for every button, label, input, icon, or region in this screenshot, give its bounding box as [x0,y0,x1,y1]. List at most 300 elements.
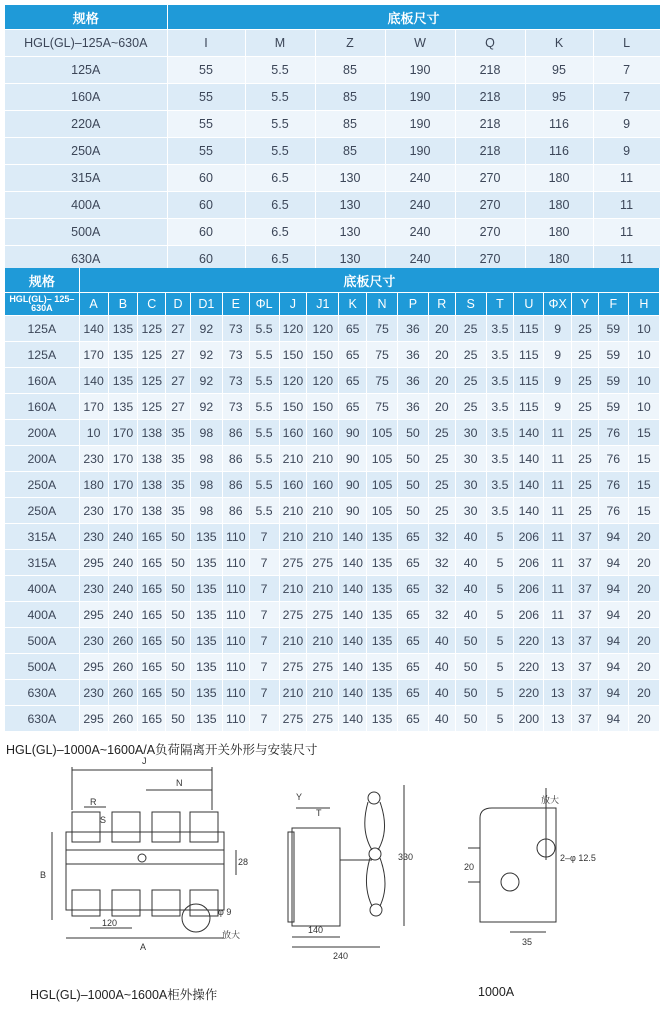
table2-cell: 240 [108,576,138,602]
table1-cell: 218 [455,138,525,165]
table2-cell: 86 [222,472,249,498]
table2-cell: 135 [190,706,222,732]
table2-cell: 125 [138,316,166,342]
table1-row [5,138,660,165]
side-view [288,785,404,947]
drawing-title: HGL(GL)–1000A~1600A/A负荷隔离开关外形与安装尺寸 [6,743,318,757]
table1-cell: 11 [593,246,660,273]
table2-cell: 170 [108,498,138,524]
table2-cell: 94 [598,602,628,628]
table2-cell: 295 [79,654,108,680]
table2-cell: 230 [79,576,108,602]
table2-cell: 3.5 [486,446,514,472]
table2-cell: 25 [572,420,599,446]
table2-row [5,394,660,420]
table2-cell: 220 [514,680,544,706]
table2-row [5,316,660,342]
table2-cell: 65 [397,654,428,680]
table2-cell: 92 [190,394,222,420]
table2-cell: 140 [514,472,544,498]
table2-cell: 110 [222,706,249,732]
table1-header-spec: 规格 [5,5,167,30]
table2-cell: 5 [486,602,514,628]
table2-cell: 94 [598,706,628,732]
table2-cell: 135 [367,550,398,576]
table2-cell: 98 [190,472,222,498]
table1-col-header: Z [315,30,385,57]
table2-cell: 140 [339,602,367,628]
table2-cell: 5.5 [249,472,279,498]
table2-cell: 75 [367,368,398,394]
table2-cell: 135 [367,576,398,602]
table2-cell: 32 [428,576,455,602]
table2-cell: 65 [397,680,428,706]
table2-cell: 165 [138,680,166,706]
table-hgl-125-630-basic [5,5,661,273]
table2-col-header: E [222,293,249,316]
table2-cell: 135 [367,628,398,654]
table2-cell: 200A [5,420,79,446]
table2-cell: 230 [79,446,108,472]
table1-cell: 250A [5,138,167,165]
zoom-label-1: 放大 [222,930,241,940]
table2-col-header: U [514,293,544,316]
table2-cell: 5 [486,680,514,706]
caption-1000a: 1000A [478,985,515,999]
table2-cell: 36 [397,342,428,368]
table2-col-header: D [166,293,191,316]
table2-cell: 138 [138,472,166,498]
table1-cell: 400A [5,192,167,219]
table2-cell: 150 [279,394,307,420]
table2-cell: 7 [249,654,279,680]
table2-cell: 110 [222,628,249,654]
table2-cell: 11 [544,576,572,602]
table2-cell: 5 [486,628,514,654]
table2-cell: 140 [339,680,367,706]
table2-cell: 140 [339,576,367,602]
table2-cell: 7 [249,550,279,576]
table2-cell: 275 [279,706,307,732]
table2-cell: 230 [79,498,108,524]
table1-row [5,165,660,192]
table1-col-header: Q [455,30,525,57]
dim-35: 35 [522,937,533,947]
table2-cell: 210 [307,524,339,550]
dim-y: Y [296,792,303,802]
table2-cell: 5.5 [249,420,279,446]
table2-col-header: H [628,293,659,316]
table2-cell: 275 [307,550,339,576]
table1-cell: 180 [525,165,593,192]
table2-cell: 5.5 [249,394,279,420]
table1-cell: 218 [455,57,525,84]
table1-cell: 160A [5,84,167,111]
table1-cell: 218 [455,84,525,111]
table2-cell: 400A [5,576,79,602]
side-view-labels [296,792,413,961]
table2-cell: 9 [544,368,572,394]
table1-cell: 240 [385,192,455,219]
table2-cell: 20 [428,342,455,368]
table2-cell: 37 [572,550,599,576]
table2-cell: 50 [166,576,191,602]
table2-cell: 20 [428,368,455,394]
table1-cell: 60 [167,246,245,273]
table1-row [5,111,660,138]
table2-cell: 3.5 [486,420,514,446]
table1-cell: 60 [167,165,245,192]
table2-cell: 40 [455,576,486,602]
table2-cell: 230 [79,628,108,654]
table2-cell: 210 [279,446,307,472]
table2-cell: 210 [307,498,339,524]
table2-cell: 135 [367,602,398,628]
table2-cell: 35 [166,446,191,472]
table2-cell: 315A [5,550,79,576]
dim-240: 240 [333,951,349,961]
table2-row [5,576,660,602]
table2-cell: 160A [5,394,79,420]
table2-cell: 250A [5,472,79,498]
table2-cell: 150 [279,342,307,368]
table2-cell: 10 [79,420,108,446]
table2-cell: 295 [79,550,108,576]
front-view [52,767,236,938]
table2-cell: 500A [5,628,79,654]
table2-col-header: A [79,293,108,316]
table2-cell: 86 [222,498,249,524]
table2-cell: 37 [572,576,599,602]
table2-cell: 94 [598,680,628,706]
table2-cell: 3.5 [486,316,514,342]
table2-cell: 40 [428,654,455,680]
table2-cell: 20 [628,628,659,654]
table1-cell: 116 [525,111,593,138]
caption-cabinet-operation: HGL(GL)–1000A~1600A柜外操作 [30,988,218,1002]
table2-cell: 94 [598,576,628,602]
table2-cell: 35 [166,472,191,498]
table1-cell: 240 [385,219,455,246]
table2-cell: 125A [5,316,79,342]
table2-cell: 210 [307,446,339,472]
detail-view [468,788,556,932]
table2-row [5,602,660,628]
table2-cell: 86 [222,446,249,472]
table1-cell: 85 [315,111,385,138]
table2-cell: 9 [544,316,572,342]
table2-cell: 125 [138,342,166,368]
table2-cell: 94 [598,654,628,680]
table2-cell: 125 [138,394,166,420]
table2-cell: 260 [108,680,138,706]
table2-cell: 105 [367,472,398,498]
table2-cell: 135 [190,654,222,680]
table2-cell: 105 [367,420,398,446]
table2-cell: 250A [5,498,79,524]
table2-cell: 140 [514,446,544,472]
table1-col-header: K [525,30,593,57]
table2-header-spec: 规格 [5,268,79,293]
table2-cell: 20 [628,680,659,706]
dim-r: R [90,797,97,807]
table2-cell: 210 [279,576,307,602]
table2-cell: 160 [307,420,339,446]
table2-cell: 40 [428,706,455,732]
table2-cell: 110 [222,680,249,706]
dim-120: 120 [102,918,118,928]
table2-cell: 90 [339,446,367,472]
table2-cell: 110 [222,550,249,576]
table2-cell: 40 [455,550,486,576]
table2-cell: 135 [108,368,138,394]
table2-cell: 59 [598,394,628,420]
table2-cell: 73 [222,368,249,394]
dimension-drawing [0,750,666,985]
table2-cell: 275 [307,654,339,680]
table2-cell: 50 [397,446,428,472]
table1-cell: 6.5 [245,165,315,192]
table2-cell: 275 [307,706,339,732]
table1-cell: 11 [593,192,660,219]
table2-cell: 73 [222,394,249,420]
table2-cell: 76 [598,420,628,446]
table1-row [5,84,660,111]
table1-cell: 6.5 [245,192,315,219]
zoom-label-2: 放大 [541,795,560,805]
table2-cell: 65 [397,576,428,602]
table2-cell: 7 [249,602,279,628]
table2-col-header: R [428,293,455,316]
table2-cell: 25 [428,420,455,446]
table2-cell: 165 [138,654,166,680]
table2-cell: 275 [279,654,307,680]
table1-cell: 5.5 [245,57,315,84]
table2-row [5,680,660,706]
table2-cell: 40 [428,680,455,706]
table2-cell: 170 [79,394,108,420]
table2-cell: 160 [279,472,307,498]
table2-cell: 75 [367,342,398,368]
table2-cell: 25 [455,342,486,368]
table2-cell: 5 [486,654,514,680]
table1-cell: 5.5 [245,84,315,111]
dim-t: T [316,808,322,818]
table1-cell: 130 [315,165,385,192]
table2-cell: 135 [367,680,398,706]
table1-cell: 60 [167,192,245,219]
table2-cell: 37 [572,602,599,628]
table2-cell: 10 [628,342,659,368]
table1-cell: 270 [455,219,525,246]
table2-cell: 240 [108,602,138,628]
table2-cell: 206 [514,524,544,550]
table2-cell: 92 [190,316,222,342]
table2-cell: 170 [79,342,108,368]
table-hgl-125-630-full [5,268,660,732]
table2-cell: 110 [222,654,249,680]
table2-cell: 206 [514,550,544,576]
table1-cell: 218 [455,111,525,138]
table2-cell: 98 [190,498,222,524]
table2-cell: 90 [339,472,367,498]
table2-row [5,550,660,576]
table2-col-header: Y [572,293,599,316]
table2-cell: 59 [598,368,628,394]
table2-col-header: J1 [307,293,339,316]
table2-cell: 230 [79,524,108,550]
table2-cell: 3.5 [486,394,514,420]
table2-cell: 27 [166,394,191,420]
table2-cell: 37 [572,706,599,732]
table2-col-header: ΦL [249,293,279,316]
table2-cell: 140 [339,550,367,576]
table2-cell: 135 [190,524,222,550]
table1-cell: 130 [315,219,385,246]
table2-cell: 20 [628,576,659,602]
dim-n: N [176,778,183,788]
table2-cell: 630A [5,680,79,706]
table1-cell: 130 [315,192,385,219]
table2-cell: 135 [108,316,138,342]
table2-cell: 115 [514,368,544,394]
table2-cell: 11 [544,524,572,550]
table2-cell: 160A [5,368,79,394]
table2-cell: 40 [455,524,486,550]
table2-cell: 165 [138,524,166,550]
table2-cell: 50 [455,706,486,732]
table2-cell: 65 [339,368,367,394]
table1-cell: 220A [5,111,167,138]
table2-cell: 165 [138,628,166,654]
table2-col-header: F [598,293,628,316]
table2-cell: 25 [572,472,599,498]
table2-cell: 275 [279,602,307,628]
table2-cell: 10 [628,368,659,394]
table2-cell: 20 [428,316,455,342]
table2-cell: 220 [514,628,544,654]
table2-cell: 115 [514,342,544,368]
table2-cell: 210 [279,524,307,550]
table2-cell: 5.5 [249,342,279,368]
table2-cell: 135 [190,550,222,576]
table2-cell: 138 [138,498,166,524]
table1-cell: 7 [593,57,660,84]
table2-cell: 295 [79,706,108,732]
table2-cell: 25 [455,394,486,420]
table2-cell: 36 [397,316,428,342]
table2-cell: 32 [428,550,455,576]
table2-row [5,706,660,732]
table2-cell: 5 [486,576,514,602]
table2-cell: 40 [455,602,486,628]
table2-cell: 110 [222,524,249,550]
table2-cell: 27 [166,368,191,394]
table2-header-size: 底板尺寸 [79,268,659,293]
table2-cell: 15 [628,472,659,498]
table2-cell: 98 [190,446,222,472]
table2-cell: 7 [249,628,279,654]
table2-cell: 98 [190,420,222,446]
table2-col-header: J [279,293,307,316]
table2-cell: 135 [190,628,222,654]
table2-cell: 25 [572,368,599,394]
table2-cell: 90 [339,498,367,524]
table2-cell: 11 [544,472,572,498]
dim-140: 140 [308,925,324,935]
table2-cell: 165 [138,706,166,732]
table1-cell: 500A [5,219,167,246]
table2-cell: 140 [339,628,367,654]
table1-cell: 240 [385,165,455,192]
table1-cell: 116 [525,138,593,165]
table1-cell: 55 [167,138,245,165]
table2-cell: 86 [222,420,249,446]
table2-cell: 40 [428,628,455,654]
table2-cell: 295 [79,602,108,628]
table1-row [5,192,660,219]
table2-cell: 5 [486,706,514,732]
table2-cell: 180 [79,472,108,498]
table2-cell: 210 [307,628,339,654]
dim-phi9: φ 9 [218,907,232,917]
table2-cell: 27 [166,342,191,368]
table2-cell: 50 [166,654,191,680]
table2-cell: 3.5 [486,342,514,368]
table2-cell: 11 [544,550,572,576]
table1-cell: 180 [525,246,593,273]
table2-cell: 165 [138,576,166,602]
table2-cell: 260 [108,654,138,680]
table2-cell: 25 [455,368,486,394]
table1-cell: 9 [593,111,660,138]
table2-col-header: D1 [190,293,222,316]
table2-cell: 5.5 [249,446,279,472]
table2-cell: 20 [628,654,659,680]
table2-cell: 37 [572,628,599,654]
table2-cell: 50 [166,524,191,550]
table1-cell: 190 [385,57,455,84]
table2-cell: 50 [397,498,428,524]
dim-28: 28 [238,857,249,867]
table2-cell: 135 [367,706,398,732]
table2-cell: 65 [397,706,428,732]
table2-cell: 135 [190,576,222,602]
table1-subheader-row [5,30,660,57]
table2-cell: 50 [397,472,428,498]
dim-a: A [140,942,147,952]
table1-cell: 85 [315,84,385,111]
table1-cell: 5.5 [245,138,315,165]
table2-header-row [5,268,660,293]
table2-cell: 90 [339,420,367,446]
table2-cell: 115 [514,394,544,420]
table2-cell: 11 [544,446,572,472]
table1-row [5,57,660,84]
table2-cell: 5.5 [249,498,279,524]
table2-cell: 25 [572,498,599,524]
table2-cell: 140 [514,498,544,524]
table1-cell: 125A [5,57,167,84]
table1-cell: 270 [455,165,525,192]
table2-cell: 36 [397,368,428,394]
table2-cell: 30 [455,420,486,446]
table2-cell: 65 [339,342,367,368]
table1-cell: 180 [525,192,593,219]
table2-cell: 30 [455,446,486,472]
table2-cell: 20 [628,550,659,576]
table2-cell: 27 [166,316,191,342]
